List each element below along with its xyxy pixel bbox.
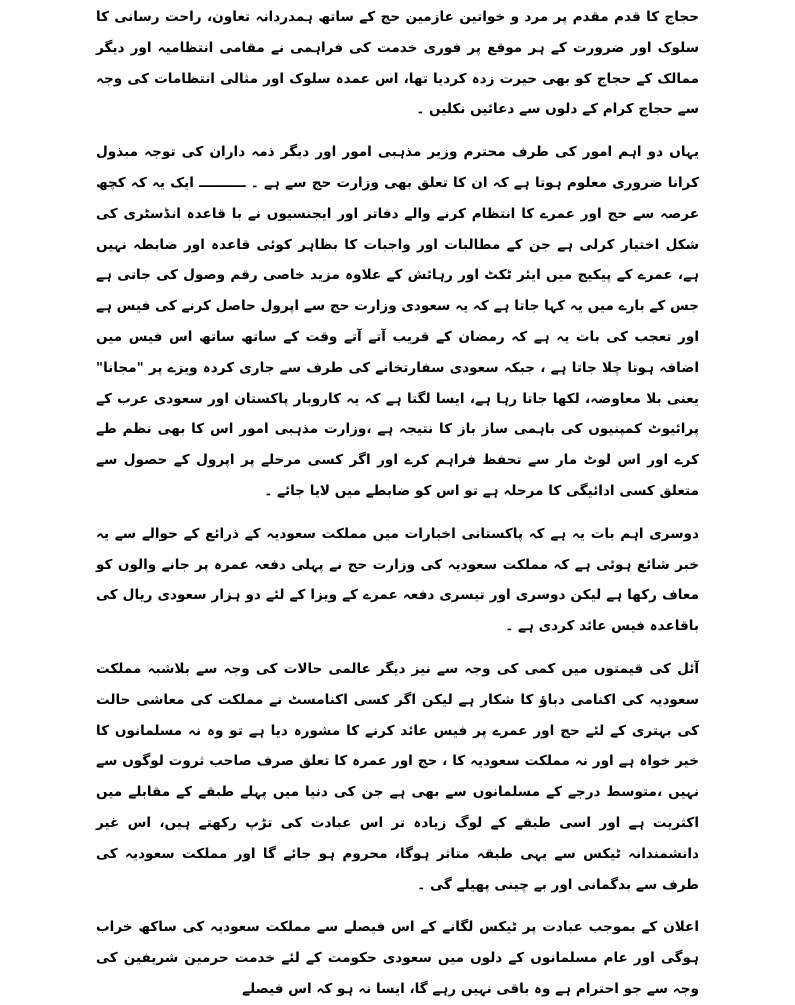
paragraph-5: اعلان کے بموجب عبادت پر ٹیکس لگانے کے اس فیصلے سے مملکت سعودیہ کی ساکھ خراب ہوگی اور عام مسلمانوں کے دلوں میں سعودی حکومت کے لئے خدمت حرمین شریفین کی وجہ سے جو احترام ہے وہ باقی نہیں رہے گا، ایسا نہ ہو کہ اس فیصلے [96, 919, 699, 997]
paragraph-4: آئل کی قیمتوں میں کمی کی وجہ سے نیز دیگر عالمی حالات کی وجہ سے بلاشبہ مملکت سعودیہ کی اکنامی دباؤ کا شکار ہے لیکن اگر کسی اکنامسٹ نے مملکت کی معاشی حالت کی بہتری کے لئے حج اور عمرے پر فیس عائد کرنے کا مشورہ دیا ہے تو وہ نہ مسلمانوں کا خیر خواہ ہے اور نہ مملکت سعودیہ کا ، حج اور عمرہ کا تعلق صرف صاحب ثروت لوگوں سے نہیں ،متوسط درجے کے مسلمانوں سے بھی ہے جن کی دنیا میں پہلے طبقے کے مقابلے میں اکثریت ہے اور اسی طبقے کے لوگ زیادہ تر اس عبادت کی تڑپ رکھتے ہیں، اس غیر دانشمندانہ ٹیکس سے یہی طبقہ متاثر ہوگا، محروم ہو جائے گا اور مملکت سعودیہ کی طرف سے بدگمانی اور بے چینی پھیلے گی ۔ [96, 660, 699, 893]
paragraph-1: حجاج کا قدم مقدم پر مرد و خواتین عازمین حج کے ساتھ ہمدردانہ تعاون، راحت رسانی کا سلوک اور ضرورت کے ہر موقع پر فوری خدمت کی فراہمی نے مقامی انتظامیہ اور دیگر ممالک کے حجاج کو بھی حیرت زدہ کردیا تھا، اس عمدہ سلوک اور مثالی انتظامات کی وجہ سے حجاج کرام کے دلوں سے دعائیں نکلیں ۔ [96, 9, 699, 118]
paragraph-3: دوسری اہم بات یہ ہے کہ پاکستانی اخبارات میں مملکت سعودیہ کے ذرائع کے حوالے سے یہ خبر شائع ہوئی ہے کہ مملکت سعودیہ کی وزارت حج نے پہلی دفعہ عمرہ پر جانے والوں کو معاف رکھا ہے لیکن دوسری اور تیسری دفعہ عمرے کے ویزا کے لئے دو ہزار سعودی ریال کی باقاعدہ فیس عائد کردی ہے ۔ [96, 525, 699, 635]
paragraph-2: یہاں دو اہم امور کی طرف محترم وزیر مذہبی امور اور دیگر ذمہ داران کی توجہ مبذول کرانا ضروری معلوم ہوتا ہے کہ ان کا تعلق بھی وزارت حج سے ہے ۔ ــــــــــ ایک یہ کہ کچھ عرصہ سے حج اور عمرے کا انتظام کرنے والے دفاتر اور ایجنسیوں نے با قاعدہ انڈسٹری کی شکل اختیار کرلی ہے جن کے مطالبات اور واجبات کا بظاہر کوئی قاعدہ اور ضابطہ نہیں ہے، عمرے کے پیکیج میں ایئر ٹکٹ اور رہائش کے علاوہ مزید خاصی رقم وصول کی جاتی ہے جس کے بارے میں یہ کہا جاتا ہے کہ یہ سعودی وزارت حج سے اپرول حاصل کرنے کی فیس ہے اور تعجب کی بات یہ ہے کہ رمضان کے قریب آتے آتے وقت کے ساتھ ساتھ اس فیس میں اضافہ ہوتا چلا جاتا ہے ، جبکہ سعودی سفارتخانے کی طرف سے جاری کردہ ویزے پر "مجانا" یعنی بلا معاوضہ، لکھا جاتا رہا ہے، ایسا لگتا ہے کہ یہ کاروبار پاکستان اور سعودی عرب کے پرائیوٹ کمپنیوں کی باہمی ساز باز کا نتیجہ ہے ،وزارت مذہبی امور اس کا بھی نظم طے کرے اور اس لوٹ مار سے تحفظ فراہم کرے اور اگر کسی مرحلے پر اپرول کے حصول سے متعلق کسی ادائیگی کا مرحلہ ہے تو اس کو ضابطے میں لایا جائے ۔ [96, 144, 699, 499]
